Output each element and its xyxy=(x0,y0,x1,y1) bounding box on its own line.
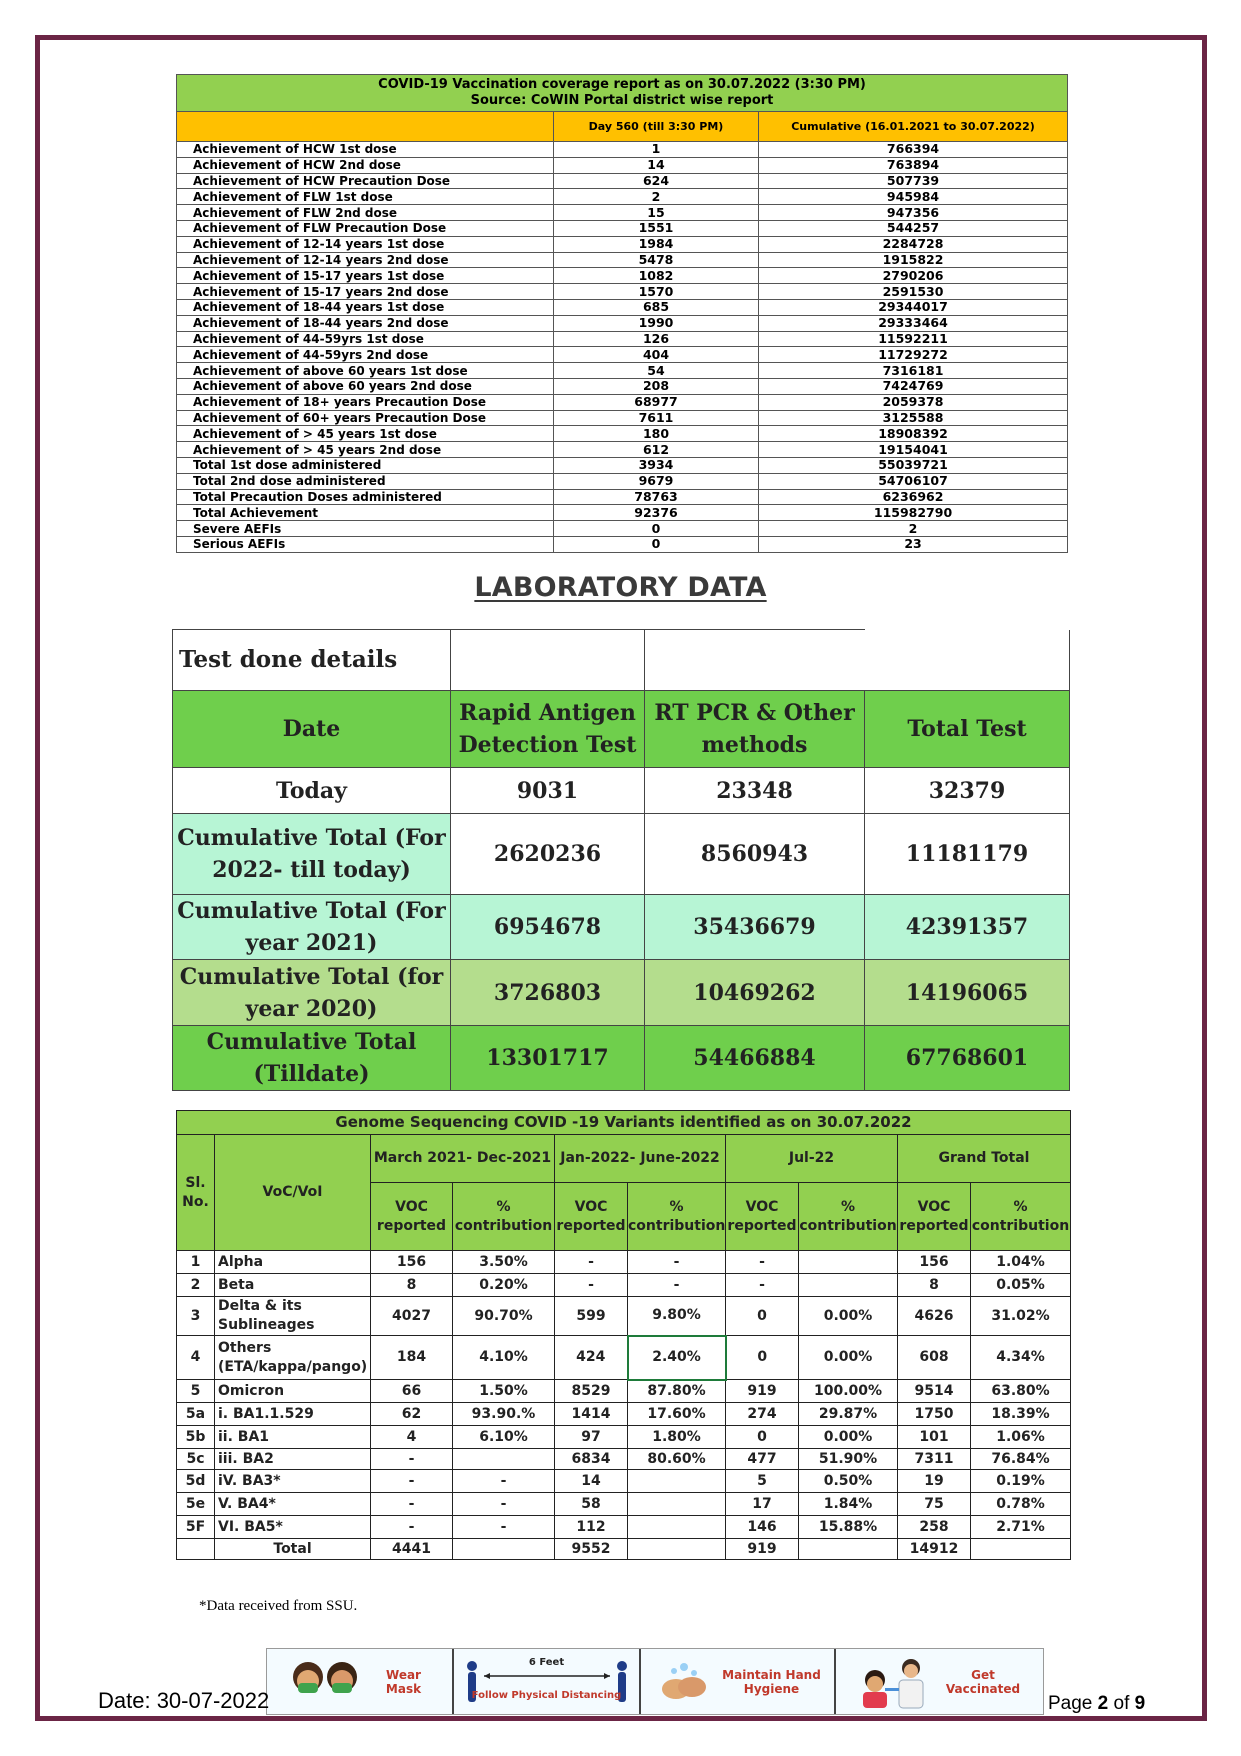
genome-row xyxy=(177,1493,1071,1516)
contribution-cell: 100.00% xyxy=(799,1380,898,1403)
contribution-cell: 80.60% xyxy=(628,1449,726,1470)
banner-mask-text: Wear Mask xyxy=(385,1667,422,1696)
distance-top-text: 6 Feet xyxy=(528,1657,565,1668)
vaccination-row xyxy=(177,394,1068,410)
row-label: Achievement of 12-14 years 1st dose xyxy=(177,236,554,252)
vaccination-row xyxy=(177,521,1068,537)
vaccination-title: COVID-19 Vaccination coverage report as on 30.07.2022 (3:30 PM) xyxy=(378,77,866,92)
vaccination-header-row xyxy=(177,112,1068,142)
vaccination-row xyxy=(177,236,1068,252)
row-label: Total Precaution Doses administered xyxy=(177,489,554,505)
lab-table-title: Test done details xyxy=(173,630,451,691)
row-cumulative-value: 2 xyxy=(759,521,1068,537)
genome-row xyxy=(177,1274,1071,1297)
row-cumulative-value: 766394 xyxy=(759,142,1068,158)
contribution-cell: 87.80% xyxy=(628,1380,726,1403)
contribution-cell xyxy=(799,1251,898,1274)
row-label: Achievement of > 45 years 2nd dose xyxy=(177,442,554,458)
voc-reported-cell: 4441 xyxy=(371,1539,453,1560)
voc-reported-cell: 9514 xyxy=(898,1380,971,1403)
row-day-value: 208 xyxy=(554,378,759,394)
contribution-cell: 0.00% xyxy=(799,1426,898,1449)
row-sl: 5b xyxy=(177,1426,215,1449)
vaccination-row xyxy=(177,205,1068,221)
voc-reported-cell: - xyxy=(726,1274,799,1297)
vaccination-row xyxy=(177,315,1068,331)
contribution-cell: 0.00% xyxy=(799,1297,898,1336)
contribution-cell xyxy=(628,1516,726,1539)
voc-reported-cell: 8 xyxy=(898,1274,971,1297)
vaccination-table xyxy=(176,74,1068,553)
period-header: Grand Total xyxy=(898,1135,1071,1183)
row-sl: 2 xyxy=(177,1274,215,1297)
handwash-icon xyxy=(654,1657,714,1707)
contribution-cell: 29.87% xyxy=(799,1403,898,1426)
voc-reported-cell: 1750 xyxy=(898,1403,971,1426)
row-variant: i. BA1.1.529 xyxy=(215,1403,371,1426)
row-label: Achievement of 15-17 years 1st dose xyxy=(177,268,554,284)
voc-reported-cell: 0 xyxy=(726,1426,799,1449)
vaccination-row xyxy=(177,284,1068,300)
row-day-value: 0 xyxy=(554,536,759,552)
voc-reported-cell: - xyxy=(371,1470,453,1493)
voc-reported-cell: 424 xyxy=(555,1336,628,1380)
laboratory-heading: LABORATORY DATA xyxy=(474,572,767,603)
row-variant: VI. BA5* xyxy=(215,1516,371,1539)
voc-reported-cell: 6834 xyxy=(555,1449,628,1470)
contribution-cell: 0.78% xyxy=(971,1493,1071,1516)
voc-reported-cell: 7311 xyxy=(898,1449,971,1470)
row-sl: 5a xyxy=(177,1403,215,1426)
row-variant: iii. BA2 xyxy=(215,1449,371,1470)
vaccination-row xyxy=(177,189,1068,205)
row-day-value: 3934 xyxy=(554,457,759,473)
row-day-value: 1570 xyxy=(554,284,759,300)
voc-reported-cell: - xyxy=(555,1251,628,1274)
row-variant: V. BA4* xyxy=(215,1493,371,1516)
row-variant: iV. BA3* xyxy=(215,1470,371,1493)
genome-period-row xyxy=(177,1135,1071,1183)
col-sl: Sl. No. xyxy=(177,1135,215,1251)
contribution-cell: 0.05% xyxy=(971,1274,1071,1297)
distance-text: Follow Physical Distancing xyxy=(471,1690,622,1701)
contribution-cell: 4.34% xyxy=(971,1336,1071,1380)
row-cumulative-value: 2284728 xyxy=(759,236,1068,252)
contribution-cell: 2.40% xyxy=(628,1336,726,1380)
vaccination-row xyxy=(177,426,1068,442)
voc-reported-cell: 14912 xyxy=(898,1539,971,1560)
row-variant: Beta xyxy=(215,1274,371,1297)
row-label: Severe AEFIs xyxy=(177,521,554,537)
genome-row xyxy=(177,1251,1071,1274)
contribution-cell xyxy=(628,1470,726,1493)
contribution-cell: 6.10% xyxy=(453,1426,555,1449)
contribution-cell: 31.02% xyxy=(971,1297,1071,1336)
vaccination-row xyxy=(177,142,1068,158)
lab-title-row xyxy=(173,630,1070,691)
row-label: Achievement of 15-17 years 2nd dose xyxy=(177,284,554,300)
lab-col-date: Date xyxy=(173,691,451,768)
vaccination-row xyxy=(177,410,1068,426)
lab-row: Today 9031 23348 32379 xyxy=(173,768,1070,814)
genome-row xyxy=(177,1449,1071,1470)
genome-row xyxy=(177,1336,1071,1380)
row-cumulative-value: 544257 xyxy=(759,220,1068,236)
voc-reported-cell: 156 xyxy=(898,1251,971,1274)
row-label: Total 1st dose administered xyxy=(177,457,554,473)
contribution-cell xyxy=(628,1493,726,1516)
banner-mask xyxy=(267,1649,452,1714)
contribution-cell: 90.70% xyxy=(453,1297,555,1336)
voc-reported-cell: 97 xyxy=(555,1426,628,1449)
contribution-cell: 93.90.% xyxy=(453,1403,555,1426)
contribution-cell: 4.10% xyxy=(453,1336,555,1380)
genome-row xyxy=(177,1470,1071,1493)
contribution-cell: 76.84% xyxy=(971,1449,1071,1470)
lab-row: Cumulative Total (For year 2021) 6954678 35436679 42391357 xyxy=(173,895,1070,960)
period-header: Jan-2022- June-2022 xyxy=(555,1135,726,1183)
contribution-cell: - xyxy=(453,1493,555,1516)
contribution-cell xyxy=(971,1539,1071,1560)
contribution-cell: 1.80% xyxy=(628,1426,726,1449)
row-sl: 4 xyxy=(177,1336,215,1380)
row-cumulative-value: 23 xyxy=(759,536,1068,552)
voc-reported-cell: 17 xyxy=(726,1493,799,1516)
vaccination-row xyxy=(177,268,1068,284)
row-day-value: 2 xyxy=(554,189,759,205)
vaccination-row xyxy=(177,252,1068,268)
voc-reported-cell: 8529 xyxy=(555,1380,628,1403)
genome-title-row xyxy=(177,1111,1071,1135)
vaccination-row xyxy=(177,457,1068,473)
row-cumulative-value: 29333464 xyxy=(759,315,1068,331)
contribution-cell xyxy=(799,1274,898,1297)
contribution-cell: 63.80% xyxy=(971,1380,1071,1403)
row-day-value: 1984 xyxy=(554,236,759,252)
banner-vaccinate xyxy=(834,1649,1042,1714)
voc-reported-cell: 75 xyxy=(898,1493,971,1516)
vaccination-row xyxy=(177,473,1068,489)
contribution-cell: 0.00% xyxy=(799,1336,898,1380)
voc-reported-cell: 274 xyxy=(726,1403,799,1426)
safety-banner xyxy=(266,1648,1044,1715)
genome-table xyxy=(176,1110,1071,1560)
row-label: Achievement of 60+ years Precaution Dose xyxy=(177,410,554,426)
row-day-value: 126 xyxy=(554,331,759,347)
voc-reported-cell: 4027 xyxy=(371,1297,453,1336)
period-header: March 2021- Dec-2021 xyxy=(371,1135,555,1183)
voc-reported-cell: 919 xyxy=(726,1380,799,1403)
row-cumulative-value: 29344017 xyxy=(759,299,1068,315)
row-variant: Delta & its Sublineages xyxy=(215,1297,371,1336)
lab-col-rapid: Rapid Antigen Detection Test xyxy=(451,691,645,768)
row-day-value: 1 xyxy=(554,142,759,158)
voc-reported-cell: 184 xyxy=(371,1336,453,1380)
voc-reported-cell: 9552 xyxy=(555,1539,628,1560)
lab-row: Cumulative Total (Tilldate) 13301717 54466884 67768601 xyxy=(173,1026,1070,1091)
footnote: *Data received from SSU. xyxy=(199,1598,358,1614)
row-sl xyxy=(177,1539,215,1560)
row-cumulative-value: 763894 xyxy=(759,157,1068,173)
vaccination-row xyxy=(177,331,1068,347)
voc-reported-cell: - xyxy=(555,1274,628,1297)
voc-reported-cell: 5 xyxy=(726,1470,799,1493)
row-cumulative-value: 3125588 xyxy=(759,410,1068,426)
row-day-value: 404 xyxy=(554,347,759,363)
genome-row xyxy=(177,1426,1071,1449)
row-label: Achievement of HCW 1st dose xyxy=(177,142,554,158)
report-date: Date: 30-07-2022 xyxy=(98,1688,270,1713)
voc-reported-cell: 258 xyxy=(898,1516,971,1539)
row-sl: 5d xyxy=(177,1470,215,1493)
row-day-value: 9679 xyxy=(554,473,759,489)
row-cumulative-value: 507739 xyxy=(759,173,1068,189)
row-variant: Others (ETA/kappa/pango) xyxy=(215,1336,371,1380)
voc-reported-cell: - xyxy=(371,1516,453,1539)
lab-col-total: Total Test xyxy=(865,691,1070,768)
contribution-cell xyxy=(453,1449,555,1470)
row-label: Serious AEFIs xyxy=(177,536,554,552)
row-sl: 5 xyxy=(177,1380,215,1403)
row-label: Total Achievement xyxy=(177,505,554,521)
voc-reported-cell: - xyxy=(726,1251,799,1274)
voc-reported-cell: 608 xyxy=(898,1336,971,1380)
row-label: Achievement of 18-44 years 2nd dose xyxy=(177,315,554,331)
row-day-value: 180 xyxy=(554,426,759,442)
voc-reported-cell: 156 xyxy=(371,1251,453,1274)
row-label: Achievement of 44-59yrs 2nd dose xyxy=(177,347,554,363)
row-variant: Total xyxy=(215,1539,371,1560)
voc-reported-cell: - xyxy=(371,1493,453,1516)
contribution-cell: - xyxy=(628,1251,726,1274)
row-day-value: 68977 xyxy=(554,394,759,410)
row-day-value: 14 xyxy=(554,157,759,173)
contribution-cell: - xyxy=(453,1516,555,1539)
contribution-cell xyxy=(628,1539,726,1560)
row-label: Achievement of 12-14 years 2nd dose xyxy=(177,252,554,268)
vaccination-row xyxy=(177,363,1068,379)
lab-row: Cumulative Total (For 2022- till today) 2620236 8560943 11181179 xyxy=(173,814,1070,895)
row-label: Achievement of above 60 years 1st dose xyxy=(177,363,554,379)
row-cumulative-value: 18908392 xyxy=(759,426,1068,442)
row-sl: 1 xyxy=(177,1251,215,1274)
lab-col-rtpcr: RT PCR & Other methods xyxy=(645,691,865,768)
voc-reported-cell: - xyxy=(371,1449,453,1470)
col-cumulative: Cumulative (16.01.2021 to 30.07.2022) xyxy=(759,112,1068,142)
row-cumulative-value: 11592211 xyxy=(759,331,1068,347)
row-cumulative-value: 2591530 xyxy=(759,284,1068,300)
genome-subheader-row: VOC reported % contribution VOC reported % contribution VOC reported % contribution VOC reported % contribution xyxy=(177,1183,1071,1251)
mask-icon xyxy=(286,1657,366,1707)
col-voc: VoC/VoI xyxy=(215,1135,371,1251)
contribution-cell: 2.71% xyxy=(971,1516,1071,1539)
voc-reported-cell: 14 xyxy=(555,1470,628,1493)
contribution-cell xyxy=(799,1539,898,1560)
row-label: Achievement of FLW 1st dose xyxy=(177,189,554,205)
voc-reported-cell: 19 xyxy=(898,1470,971,1493)
row-label: Achievement of > 45 years 1st dose xyxy=(177,426,554,442)
row-cumulative-value: 115982790 xyxy=(759,505,1068,521)
voc-reported-cell: 599 xyxy=(555,1297,628,1336)
row-variant: Alpha xyxy=(215,1251,371,1274)
row-day-value: 612 xyxy=(554,442,759,458)
contribution-cell: 9.80% xyxy=(628,1297,726,1336)
vaccination-row xyxy=(177,220,1068,236)
period-header: Jul-22 xyxy=(726,1135,898,1183)
voc-reported-cell: 1414 xyxy=(555,1403,628,1426)
row-sl: 5F xyxy=(177,1516,215,1539)
row-day-value: 78763 xyxy=(554,489,759,505)
contribution-cell: 51.90% xyxy=(799,1449,898,1470)
voc-reported-cell: 66 xyxy=(371,1380,453,1403)
vaccination-row xyxy=(177,536,1068,552)
contribution-cell: 0.50% xyxy=(799,1470,898,1493)
row-variant: Omicron xyxy=(215,1380,371,1403)
row-label: Achievement of 44-59yrs 1st dose xyxy=(177,331,554,347)
row-label: Achievement of above 60 years 2nd dose xyxy=(177,378,554,394)
row-cumulative-value: 2790206 xyxy=(759,268,1068,284)
contribution-cell: 15.88% xyxy=(799,1516,898,1539)
contribution-cell: 0.19% xyxy=(971,1470,1071,1493)
voc-reported-cell: 146 xyxy=(726,1516,799,1539)
row-cumulative-value: 945984 xyxy=(759,189,1068,205)
voc-reported-cell: 0 xyxy=(726,1297,799,1336)
voc-reported-cell: 919 xyxy=(726,1539,799,1560)
row-label: Achievement of 18+ years Precaution Dose xyxy=(177,394,554,410)
banner-hygiene-text: Maintain Hand Hygiene xyxy=(722,1667,821,1696)
voc-reported-cell: 0 xyxy=(726,1336,799,1380)
genome-row xyxy=(177,1539,1071,1560)
genome-row xyxy=(177,1516,1071,1539)
voc-reported-cell: 8 xyxy=(371,1274,453,1297)
row-label: Total 2nd dose administered xyxy=(177,473,554,489)
contribution-cell: - xyxy=(453,1470,555,1493)
genome-row xyxy=(177,1403,1071,1426)
voc-reported-cell: 477 xyxy=(726,1449,799,1470)
banner-vaccinate-text: Get Vaccinated xyxy=(945,1667,1021,1696)
contribution-cell: 17.60% xyxy=(628,1403,726,1426)
row-cumulative-value: 2059378 xyxy=(759,394,1068,410)
page-number: Page 2 of 9 xyxy=(1048,1693,1146,1714)
voc-reported-cell: 4 xyxy=(371,1426,453,1449)
vaccination-title-row xyxy=(177,75,1068,112)
contribution-cell: - xyxy=(628,1274,726,1297)
row-sl: 3 xyxy=(177,1297,215,1336)
voc-reported-cell: 4626 xyxy=(898,1297,971,1336)
row-cumulative-value: 6236962 xyxy=(759,489,1068,505)
row-cumulative-value: 55039721 xyxy=(759,457,1068,473)
row-cumulative-value: 11729272 xyxy=(759,347,1068,363)
contribution-cell: 0.20% xyxy=(453,1274,555,1297)
row-day-value: 15 xyxy=(554,205,759,221)
vaccination-row xyxy=(177,347,1068,363)
row-day-value: 685 xyxy=(554,299,759,315)
row-sl: 5c xyxy=(177,1449,215,1470)
row-sl: 5e xyxy=(177,1493,215,1516)
contribution-cell: 18.39% xyxy=(971,1403,1071,1426)
vaccination-row xyxy=(177,173,1068,189)
row-label: Achievement of FLW Precaution Dose xyxy=(177,220,554,236)
row-label: Achievement of HCW Precaution Dose xyxy=(177,173,554,189)
contribution-cell: 1.50% xyxy=(453,1380,555,1403)
row-variant: ii. BA1 xyxy=(215,1426,371,1449)
voc-reported-cell: 101 xyxy=(898,1426,971,1449)
col-day: Day 560 (till 3:30 PM) xyxy=(554,112,759,142)
vaccination-row xyxy=(177,157,1068,173)
row-cumulative-value: 7316181 xyxy=(759,363,1068,379)
vaccination-row xyxy=(177,442,1068,458)
row-day-value: 1082 xyxy=(554,268,759,284)
row-day-value: 7611 xyxy=(554,410,759,426)
vaccination-source: Source: CoWIN Portal district wise report xyxy=(470,93,774,108)
vaccination-row xyxy=(177,299,1068,315)
row-day-value: 54 xyxy=(554,363,759,379)
row-label: Achievement of HCW 2nd dose xyxy=(177,157,554,173)
genome-row xyxy=(177,1297,1071,1336)
genome-row xyxy=(177,1380,1071,1403)
voc-reported-cell: 112 xyxy=(555,1516,628,1539)
row-day-value: 92376 xyxy=(554,505,759,521)
contribution-cell: 1.04% xyxy=(971,1251,1071,1274)
vaccination-row xyxy=(177,378,1068,394)
voc-reported-cell: 62 xyxy=(371,1403,453,1426)
row-day-value: 1551 xyxy=(554,220,759,236)
banner-distance xyxy=(452,1649,639,1714)
row-label: Achievement of 18-44 years 1st dose xyxy=(177,299,554,315)
contribution-cell: 3.50% xyxy=(453,1251,555,1274)
row-day-value: 624 xyxy=(554,173,759,189)
lab-row: Cumulative Total (for year 2020) 3726803 10469262 14196065 xyxy=(173,960,1070,1026)
contribution-cell: 1.84% xyxy=(799,1493,898,1516)
contribution-cell: 1.06% xyxy=(971,1426,1071,1449)
row-label: Achievement of FLW 2nd dose xyxy=(177,205,554,221)
row-cumulative-value: 7424769 xyxy=(759,378,1068,394)
voc-reported-cell: 58 xyxy=(555,1493,628,1516)
row-day-value: 5478 xyxy=(554,252,759,268)
lab-table xyxy=(172,629,1070,1091)
row-cumulative-value: 54706107 xyxy=(759,473,1068,489)
row-cumulative-value: 1915822 xyxy=(759,252,1068,268)
banner-hygiene xyxy=(639,1649,834,1714)
lab-header-row xyxy=(173,691,1070,768)
vaccination-icon xyxy=(855,1654,935,1710)
contribution-cell xyxy=(453,1539,555,1560)
vaccination-row xyxy=(177,489,1068,505)
vaccination-row xyxy=(177,505,1068,521)
genome-title: Genome Sequencing COVID -19 Variants identified as on 30.07.2022 xyxy=(177,1111,1071,1135)
row-cumulative-value: 947356 xyxy=(759,205,1068,221)
row-day-value: 0 xyxy=(554,521,759,537)
row-cumulative-value: 19154041 xyxy=(759,442,1068,458)
row-day-value: 1990 xyxy=(554,315,759,331)
